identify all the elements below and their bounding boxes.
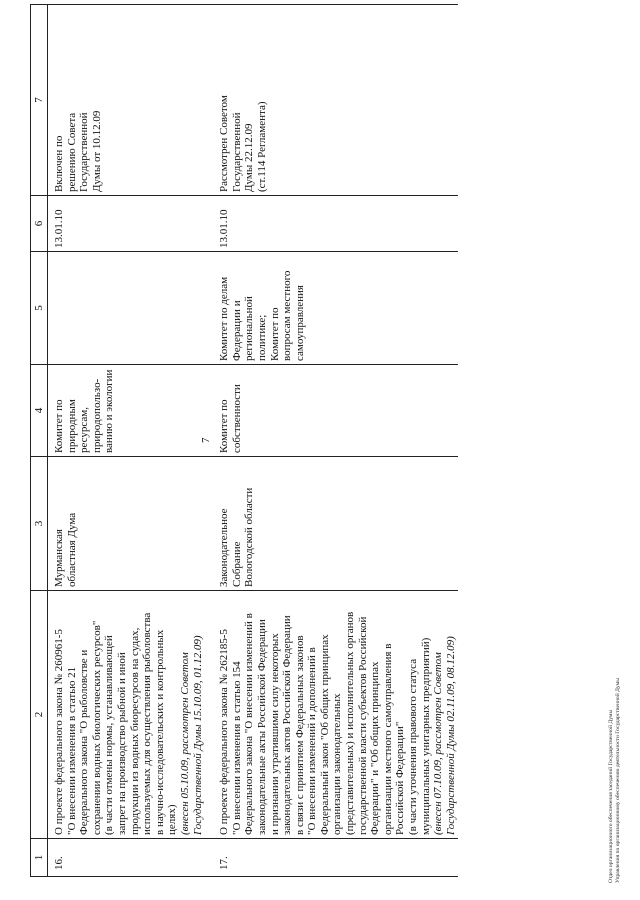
bill-title-line: целях) bbox=[166, 804, 179, 835]
author-line: Собрание bbox=[230, 541, 243, 587]
status-cell bbox=[212, 5, 458, 196]
rotated-sheet bbox=[30, 3, 630, 883]
status-line: Рассмотрен Советом bbox=[218, 95, 231, 192]
committee-line: Комитет по bbox=[218, 399, 231, 453]
committee-line: природопользо- bbox=[90, 378, 103, 453]
bill-title-line: Федеральный закон "Об общих принципах bbox=[318, 634, 331, 835]
bill-title-line: Федерального закона "О внесении изменений в bbox=[243, 613, 256, 835]
author-line: Мурманская bbox=[53, 529, 65, 587]
bill-title-line: запрет на производство рыбной и иной bbox=[115, 652, 128, 835]
page-number: 7 bbox=[200, 437, 212, 443]
bill-title-line: Федерального закона "О рыболовстве и bbox=[78, 649, 91, 835]
status-line: (ст.114 Регламента) bbox=[255, 101, 268, 192]
bill-title-line: "О внесении изменений и дополнений в bbox=[306, 647, 319, 835]
bill-title-line: используемых для осуществления рыболовства bbox=[141, 612, 154, 835]
bill-title-line: в связи с принятием Федеральных законов bbox=[293, 635, 306, 835]
bill-title-line: "О внесении изменения в статью 154 bbox=[230, 661, 243, 835]
status-line: Думы 22.12.09 bbox=[243, 123, 256, 192]
footer-line: Отдел организационного обеспечения заседаний Государственной Думы bbox=[608, 709, 614, 883]
status-line: решению Совета bbox=[65, 112, 78, 192]
bill-title-line: О проекте федерального закона № 262185-5 bbox=[218, 629, 231, 835]
bills-table bbox=[30, 4, 458, 877]
bill-title-line: в научно-исследовательских и контрольных bbox=[153, 629, 166, 835]
column-header: 2 bbox=[31, 591, 48, 839]
co-committee-line: вопросам местного bbox=[281, 270, 294, 361]
bill-title-line: организации местного самоуправления в bbox=[381, 643, 394, 835]
column-header: 5 bbox=[31, 252, 48, 365]
bill-title-cell bbox=[48, 591, 213, 839]
bill-title-line: законодательные акты Российской Федерации bbox=[255, 619, 268, 835]
status-line: Думы от 10.12.09 bbox=[90, 110, 103, 192]
committee-line: Комитет по bbox=[53, 399, 65, 453]
bill-title-line: Российской Федерации" bbox=[394, 721, 407, 835]
column-header: 1 bbox=[31, 839, 48, 877]
bill-title-line: организации законодательных bbox=[331, 693, 344, 835]
column-header: 6 bbox=[31, 196, 48, 252]
date-cell bbox=[212, 196, 458, 252]
date-value: 13.01.10 bbox=[53, 209, 65, 248]
committee-cell bbox=[212, 365, 458, 457]
status-line: Государственной bbox=[78, 112, 91, 192]
status-line: Включен по bbox=[53, 135, 65, 192]
author-cell bbox=[48, 457, 213, 591]
status-cell bbox=[48, 5, 213, 196]
bill-title-line: (в части уточнения правового статуса bbox=[407, 658, 420, 835]
bill-title-line: "О внесении изменения в статью 21 bbox=[65, 666, 78, 835]
co-committee-line: Федерации и bbox=[230, 300, 243, 361]
bill-title-line: и признании утратившими силу некоторых bbox=[268, 633, 281, 835]
row-number-cell bbox=[212, 839, 458, 877]
co-committee-cell bbox=[48, 252, 213, 365]
date-cell bbox=[48, 196, 213, 252]
column-header: 4 bbox=[31, 365, 48, 457]
bill-note-line: Государственной Думы 15.10.09, 01.12.09) bbox=[191, 635, 204, 835]
committee-cell bbox=[48, 365, 213, 457]
bill-title-line: О проекте федерального закона № 260961-5 bbox=[53, 629, 65, 835]
co-committee-line: политике; bbox=[255, 314, 268, 361]
bill-title-line: муниципальных унитарных предприятий) bbox=[419, 637, 432, 835]
bill-note-line: (внесен 07.10.09, рассмотрен Советом bbox=[432, 652, 445, 835]
bill-title-line: (в части отмены нормы, устанавливающей bbox=[103, 635, 116, 835]
co-committee-line: Комитет по bbox=[268, 307, 281, 361]
bill-note-line: (внесен 05.10.09, рассмотрен Советом bbox=[178, 652, 191, 835]
column-header: 7 bbox=[31, 5, 48, 196]
status-line: Государственной bbox=[230, 112, 243, 192]
co-committee-line: Комитет по делам bbox=[218, 276, 231, 361]
column-header: 3 bbox=[31, 457, 48, 591]
table-row bbox=[212, 5, 458, 877]
committee-line: собственности bbox=[230, 384, 243, 453]
bill-title-cell bbox=[212, 591, 458, 839]
footer bbox=[608, 678, 621, 883]
row-number-cell bbox=[48, 839, 213, 877]
bill-title-line: (представительных) и исполнительных органов bbox=[344, 611, 357, 835]
date-value: 13.01.10 bbox=[218, 209, 231, 248]
co-committee-line: самоуправления bbox=[293, 285, 306, 361]
author-cell bbox=[212, 457, 458, 591]
table-row bbox=[48, 5, 213, 877]
bill-title-line: сохранении водных биологических ресурсов" bbox=[90, 620, 103, 835]
bill-note-line: Государственной Думы 02.11.09, 08.12.09) bbox=[444, 636, 457, 835]
committee-line: ресурсам, bbox=[78, 406, 91, 453]
committee-line: природным bbox=[65, 399, 78, 453]
row-number: 17. bbox=[218, 856, 231, 870]
committee-line: ванию и экологии bbox=[103, 369, 116, 453]
bill-title-line: Федерации" и "Об общих принципах bbox=[369, 661, 382, 835]
author-line: Законодательное bbox=[218, 508, 231, 587]
co-committee-cell bbox=[212, 252, 458, 365]
table-header-row bbox=[31, 5, 48, 877]
bill-title-line: продукции из водных биоресурсов на судах, bbox=[128, 627, 141, 835]
author-line: Вологодской области bbox=[243, 487, 256, 587]
row-number: 16. bbox=[53, 856, 65, 870]
co-committee-line: региональной bbox=[243, 296, 256, 361]
bill-title-line: законодательных актов Российской Федерации bbox=[281, 615, 294, 835]
footer-line: Управления по организационному обеспечению деятельности Государственной Думы bbox=[614, 678, 621, 883]
author-line: областная Дума bbox=[65, 512, 78, 587]
bill-title-line: государственной власти субъектов Российской bbox=[356, 616, 369, 835]
